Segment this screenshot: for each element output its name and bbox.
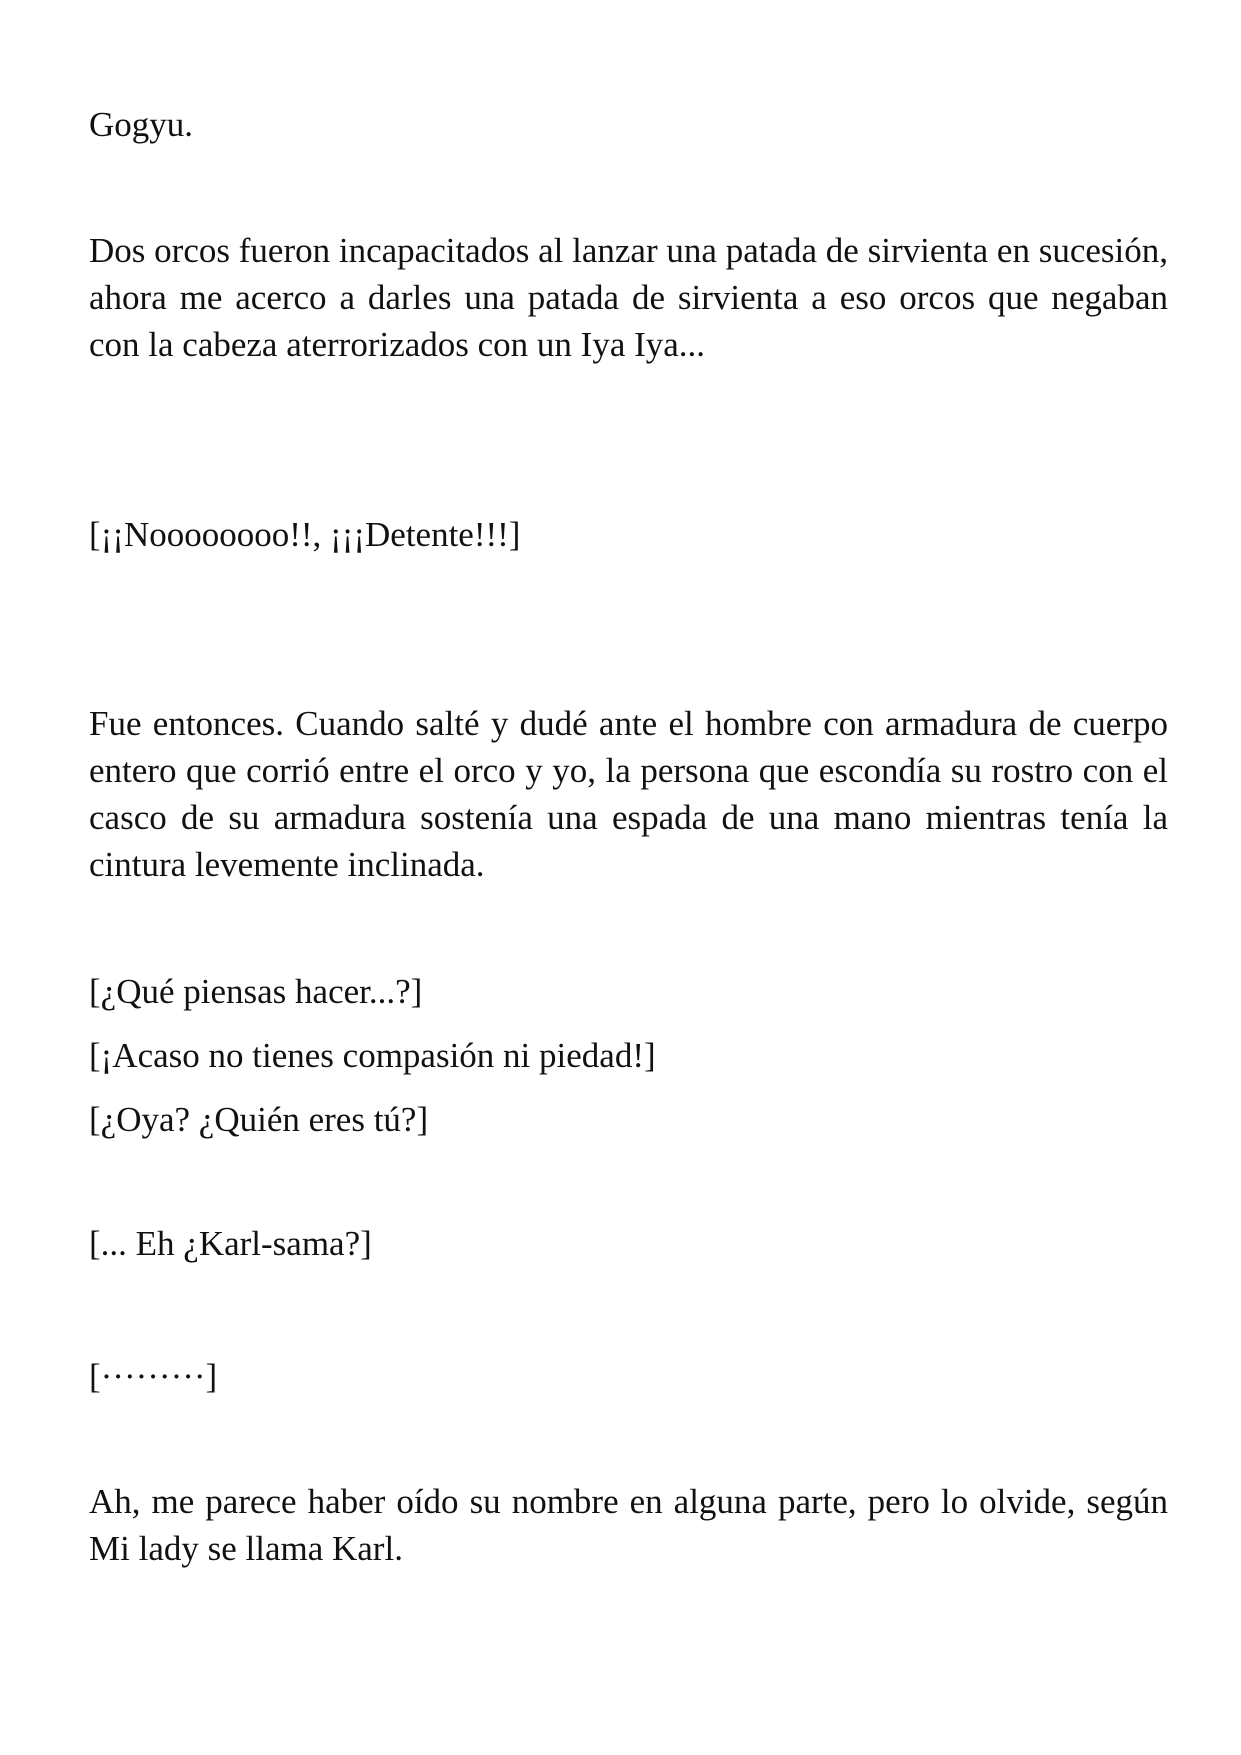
dialogue-line: [¡¡Noooooooo!!, ¡¡¡Detente!!!] bbox=[89, 515, 521, 554]
dialogue-line: [¡Acaso no tienes compasión ni piedad!] bbox=[89, 1036, 656, 1075]
dialogue-line: [¿Oya? ¿Quién eres tú?] bbox=[89, 1100, 429, 1139]
paragraph-sound-effect: Gogyu. bbox=[89, 105, 194, 144]
dialogue-line: [·········] bbox=[89, 1357, 218, 1396]
paragraph-narration-karl: Ah, me parece haber oído su nombre en alguna parte, pero lo olvide, según Mi lady se llama Karl. bbox=[89, 1482, 1168, 1568]
dialogue-line: [¿Qué piensas hacer...?] bbox=[89, 972, 423, 1011]
dialogue-line: [... Eh ¿Karl-sama?] bbox=[89, 1224, 372, 1263]
paragraph-narration-armored-man: Fue entonces. Cuando salté y dudé ante el hombre con armadura de cuerpo entero que corrió entre el orco y yo, la persona que escondía su rostro con el casco de su armadura sostenía una espada de una mano mientras tenía la cintura levemente inclinada. bbox=[89, 704, 1168, 884]
paragraph-narration-orcs: Dos orcos fueron incapacitados al lanzar una patada de sirvienta en sucesión, ahora me acerco a darles una patada de sirvienta a eso orcos que negaban con la cabeza aterrorizados con un Iya Iya... bbox=[89, 231, 1168, 364]
